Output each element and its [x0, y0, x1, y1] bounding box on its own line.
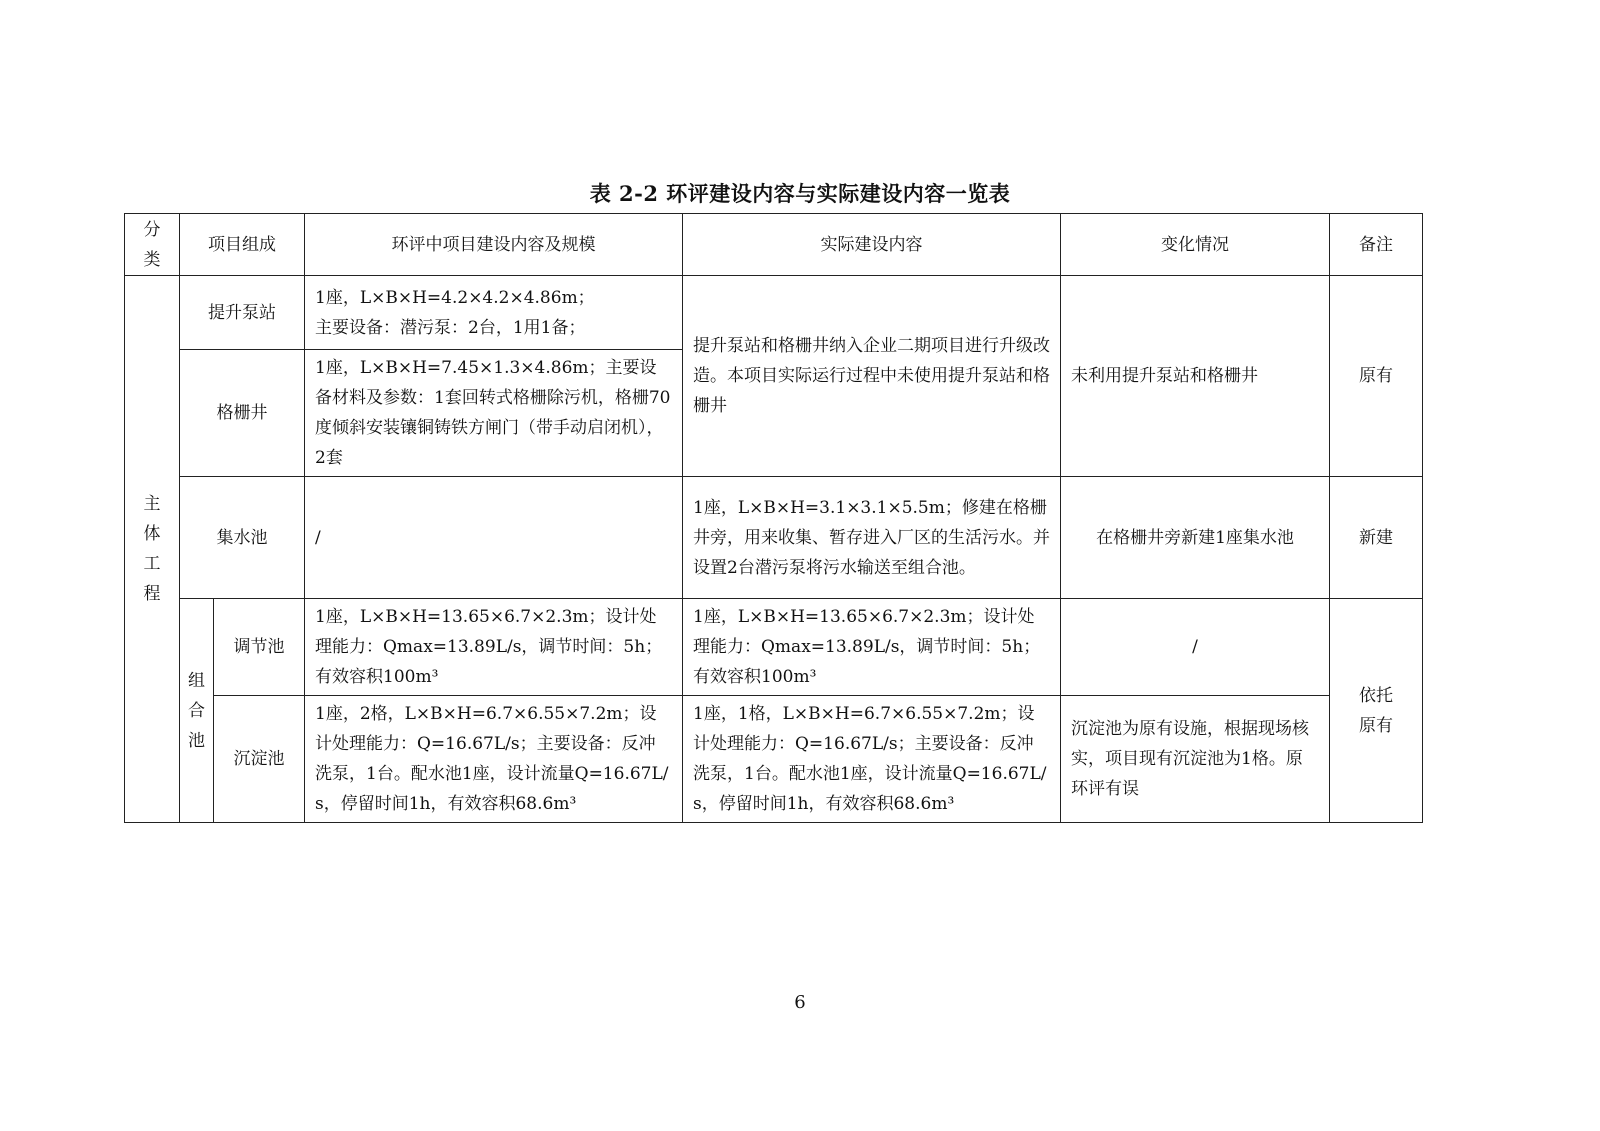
actual-sump: 1座，L×B×H=3.1×3.1×5.5m；修建在格栅井旁，用来收集、暂存进入厂区的生活污水。并设置2台潜污泵将污水输送至组合池。 — [683, 477, 1061, 599]
change-pump-grille: 未利用提升泵站和格栅井 — [1061, 276, 1330, 477]
header-category: 分 类 — [125, 214, 180, 276]
eia-grille-well: 1座，L×B×H=7.45×1.3×4.86m；主要设备材料及参数：1套回转式格栅除污机，格栅70度倾斜安装镶铜铸铁方闸门（带手动启闭机），2套 — [305, 350, 683, 477]
actual-regulating-pool: 1座，L×B×H=13.65×6.7×2.3m；设计处理能力：Qmax=13.89L/s，调节时间：5h；有效容积100m³ — [683, 599, 1061, 696]
eia-sump: / — [305, 477, 683, 599]
remark-combined-pool: 依托 原有 — [1330, 599, 1423, 823]
table-row-sedimentation — [125, 696, 1423, 823]
eia-regulating-pool: 1座，L×B×H=13.65×6.7×2.3m；设计处理能力：Qmax=13.89L/s，调节时间：5h；有效容积100m³ — [305, 599, 683, 696]
change-sedimentation-pool: 沉淀池为原有设施，根据现场核实，项目现有沉淀池为1格。原环评有误 — [1061, 696, 1330, 823]
table-row-sump — [125, 477, 1423, 599]
table-row-pump — [125, 276, 1423, 350]
component-sump: 集水池 — [180, 477, 305, 599]
table-title: 表 2-2 环评建设内容与实际建设内容一览表 — [589, 181, 1011, 206]
header-change: 变化情况 — [1061, 214, 1330, 276]
table-row-regulating — [125, 599, 1423, 696]
table-header-row — [125, 214, 1423, 276]
component-regulating-pool: 调节池 — [214, 599, 305, 696]
component-sedimentation-pool: 沉淀池 — [214, 696, 305, 823]
change-regulating-pool: / — [1061, 599, 1330, 696]
change-sump: 在格栅井旁新建1座集水池 — [1061, 477, 1330, 599]
header-remark: 备注 — [1330, 214, 1423, 276]
remark-sump: 新建 — [1330, 477, 1423, 599]
remark-pump-grille: 原有 — [1330, 276, 1423, 477]
construction-comparison-table — [124, 213, 1423, 823]
page-number: 6 — [794, 992, 806, 1013]
header-actual: 实际建设内容 — [683, 214, 1061, 276]
component-pump-station: 提升泵站 — [180, 276, 305, 350]
category-main-engineering: 主 体 工 程 — [125, 276, 180, 823]
eia-sedimentation-pool: 1座，2格，L×B×H=6.7×6.55×7.2m；设计处理能力：Q=16.67L/s；主要设备：反冲洗泵，1台。配水池1座，设计流量Q=16.67L/s，停留时间1h，有效容积68.6m³ — [305, 696, 683, 823]
actual-sedimentation-pool: 1座，1格，L×B×H=6.7×6.55×7.2m；设计处理能力：Q=16.67L/s；主要设备：反冲洗泵，1台。配水池1座，设计流量Q=16.67L/s，停留时间1h，有效容积68.6m³ — [683, 696, 1061, 823]
component-grille-well: 格栅井 — [180, 350, 305, 477]
eia-pump-station: 1座，L×B×H=4.2×4.2×4.86m； 主要设备：潜污泵：2台，1用1备； — [305, 276, 683, 350]
header-eia: 环评中项目建设内容及规模 — [305, 214, 683, 276]
header-component: 项目组成 — [180, 214, 305, 276]
combined-pool-label: 组 合 池 — [180, 599, 214, 823]
actual-pump-grille: 提升泵站和格栅井纳入企业二期项目进行升级改造。本项目实际运行过程中未使用提升泵站和格栅井 — [683, 276, 1061, 477]
